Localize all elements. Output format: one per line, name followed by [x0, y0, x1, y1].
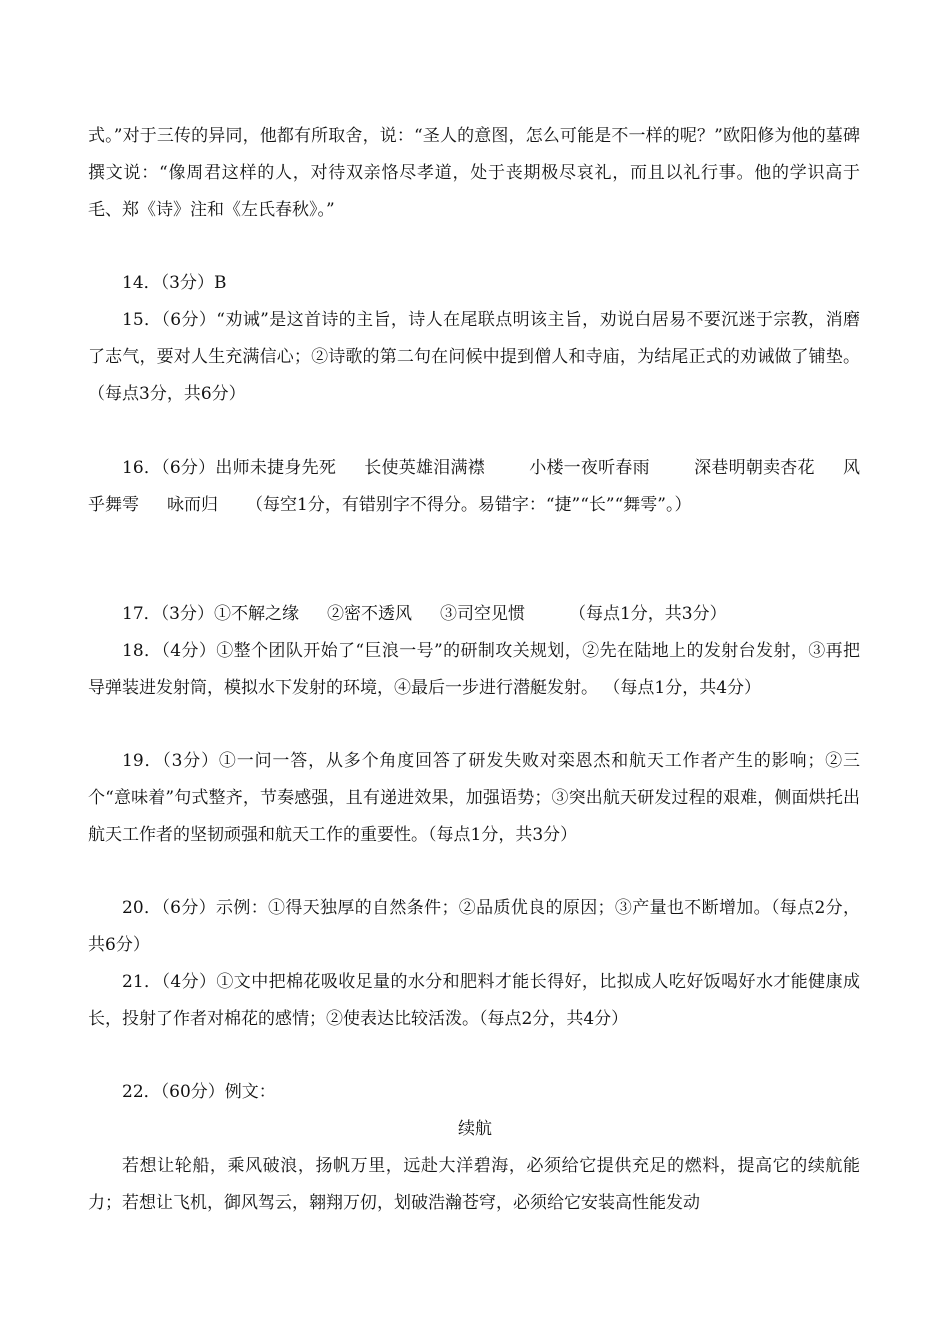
answer-16-blank: 风乎舞雩	[88, 458, 861, 515]
answer-17-item: ②密不透风	[326, 604, 412, 624]
answer-16-blank: 咏而归	[167, 495, 218, 515]
answer-21: 21．（4分）①文中把棉花吸收足量的水分和肥料才能长得好，比拟成人吃好饭喝好水才能健康成长，投射了作者对棉花的感情；②使表达比较活泼。（每点2分，共4分）	[88, 972, 860, 1029]
answer-22: 22．（60分）例文：	[122, 1082, 276, 1102]
essay-opening: 若想让轮船，乘风破浪，扬帆万里，远赴大洋碧海，必须给它提供充足的燃料，提高它的续航能力；若想让飞机，御风驾云，翱翔万仞，划破浩瀚苍穹，必须给它安装高性能发动	[88, 1156, 860, 1213]
passage-end: 式。”对于三传的异同，他都有所取舍，说：“圣人的意图，怎么可能是不一样的呢？”欧阳修为他的墓碑撰文说：“像周君这样的人，对待双亲恪尽孝道，处于丧期极尽哀礼，而且以礼行事。他的学识高于毛、郑《诗》注和《左氏春秋》。”	[88, 126, 860, 220]
answer-17-note: （每点1分，共3分）	[568, 604, 727, 624]
answer-18: 18．（4分）①整个团队开始了“巨浪一号”的研制攻关规划，②先在陆地上的发射台发射，③再把导弹装进发射筒，模拟水下发射的环境，④最后一步进行潜艇发射。 （每点1分，共4分）	[88, 641, 860, 698]
answer-16-note: （每空1分，有错别字不得分。易错字：“捷”“长”“舞雩”。）	[246, 495, 692, 515]
answer-19: 19．（3分）①一问一答，从多个角度回答了研发失败对栾恩杰和航天工作者产生的影响；②三个“意味着”句式整齐，节奏感强，且有递进效果，加强语势；③突出航天研发过程的艰难，侧面烘托出航天工作者的坚韧顽强和航天工作的重要性。（每点1分，共3分）	[88, 751, 860, 845]
answer-16	[88, 450, 860, 524]
answer-16-blank: 出师未捷身先死	[215, 458, 337, 478]
answer-17	[88, 596, 860, 633]
answer-20: 20．（6分）示例：①得天独厚的自然条件；②品质优良的原因；③产量也不断增加。（每点2分，共6分）	[88, 898, 860, 955]
answer-17-item: ①不解之缘	[213, 604, 299, 624]
answer-16-blank: 深巷明朝卖杏花	[693, 458, 815, 478]
answer-15: 15．（6分）“劝诫”是这首诗的主旨，诗人在尾联点明该主旨，劝说白居易不要沉迷于宗教，消磨了志气，要对人生充满信心；②诗歌的第二句在问候中提到僧人和寺庙，为结尾正式的劝诫做了铺垫。（每点3分，共6分）	[88, 310, 860, 404]
answer-14: 14．（3分）B	[122, 273, 227, 293]
essay-title: 续航	[458, 1119, 492, 1139]
answer-17-prefix: 17．（3分）	[122, 604, 214, 624]
answer-16-blank: 小楼一夜听春雨	[528, 458, 650, 478]
answer-16-prefix: 16．（6分）	[122, 458, 216, 478]
answer-16-blank: 长使英雄泪满襟	[364, 458, 485, 478]
answer-17-item: ③司空见惯	[439, 604, 525, 624]
